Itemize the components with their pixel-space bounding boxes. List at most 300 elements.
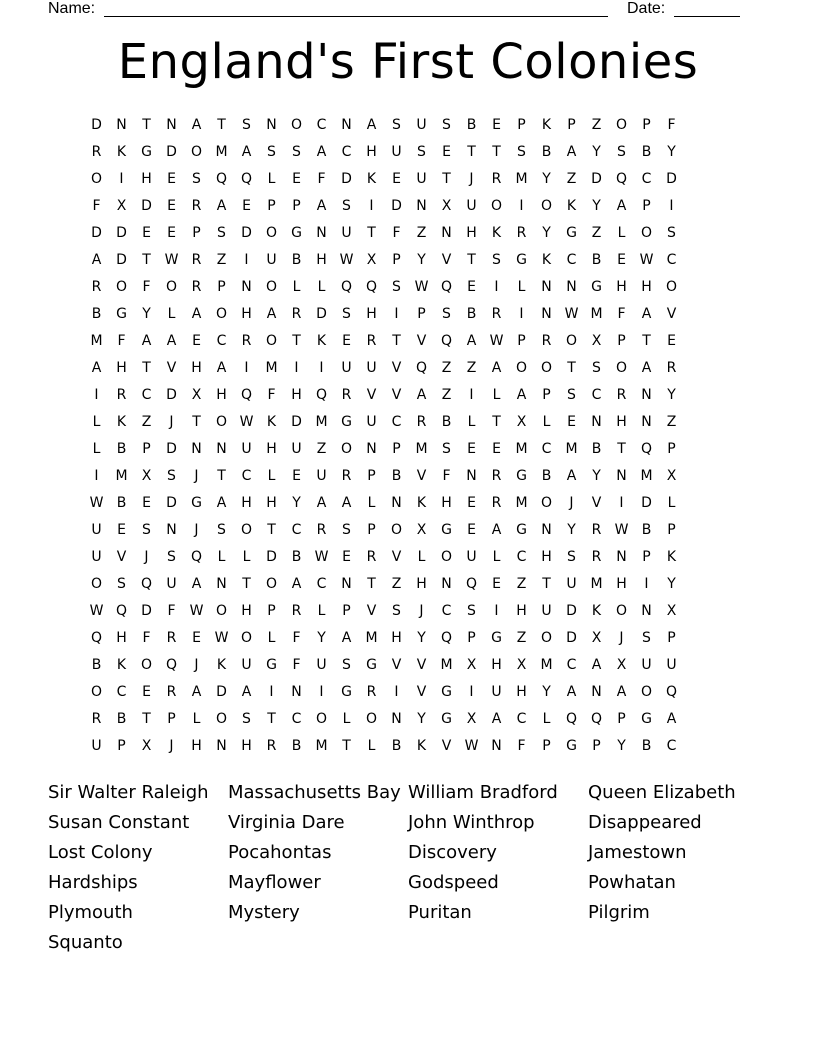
grid-letter[interactable]: L bbox=[292, 279, 301, 295]
grid-letter[interactable]: Q bbox=[590, 711, 603, 727]
grid-letter[interactable]: S bbox=[667, 225, 676, 241]
grid-letter[interactable]: N bbox=[441, 225, 452, 241]
grid-letter[interactable]: N bbox=[166, 522, 177, 538]
grid-letter[interactable]: O bbox=[215, 711, 228, 727]
grid-letter[interactable]: H bbox=[241, 738, 252, 754]
grid-letter[interactable]: V bbox=[366, 603, 377, 619]
grid-letter[interactable]: J bbox=[419, 603, 424, 619]
grid-letter[interactable]: A bbox=[191, 117, 202, 133]
grid-letter[interactable]: E bbox=[167, 225, 176, 241]
grid-letter[interactable]: P bbox=[392, 252, 401, 268]
grid-letter[interactable]: K bbox=[216, 657, 227, 673]
grid-letter[interactable]: C bbox=[316, 576, 327, 592]
grid-letter[interactable]: T bbox=[342, 738, 351, 754]
grid-letter[interactable]: C bbox=[441, 603, 452, 619]
grid-letter[interactable]: D bbox=[341, 171, 352, 187]
grid-letter[interactable]: E bbox=[292, 468, 301, 484]
grid-letter[interactable]: O bbox=[215, 306, 228, 322]
grid-letter[interactable]: O bbox=[540, 198, 553, 214]
grid-letter[interactable]: F bbox=[617, 306, 626, 322]
grid-letter[interactable]: N bbox=[591, 684, 602, 700]
grid-letter[interactable]: A bbox=[616, 198, 627, 214]
grid-letter[interactable]: R bbox=[91, 144, 102, 160]
grid-letter[interactable]: H bbox=[266, 441, 277, 457]
grid-letter[interactable]: W bbox=[339, 252, 354, 268]
grid-letter[interactable]: V bbox=[416, 684, 427, 700]
grid-letter[interactable]: E bbox=[142, 684, 151, 700]
grid-letter[interactable]: H bbox=[366, 144, 377, 160]
grid-letter[interactable]: B bbox=[441, 414, 452, 430]
grid-letter[interactable]: K bbox=[116, 414, 127, 430]
grid-letter[interactable]: L bbox=[267, 630, 276, 646]
grid-letter[interactable]: P bbox=[367, 522, 376, 538]
grid-letter[interactable]: N bbox=[566, 279, 577, 295]
grid-letter[interactable]: Z bbox=[591, 117, 602, 133]
grid-letter[interactable]: H bbox=[641, 279, 652, 295]
grid-letter[interactable]: P bbox=[592, 738, 601, 754]
grid-letter[interactable]: T bbox=[217, 117, 226, 133]
grid-letter[interactable]: O bbox=[115, 279, 128, 295]
grid-letter[interactable]: J bbox=[194, 522, 199, 538]
grid-letter[interactable]: E bbox=[342, 549, 351, 565]
grid-letter[interactable]: K bbox=[666, 549, 677, 565]
grid-letter[interactable]: N bbox=[291, 684, 302, 700]
grid-letter[interactable]: U bbox=[266, 252, 277, 268]
grid-letter[interactable]: N bbox=[541, 522, 552, 538]
grid-letter[interactable]: L bbox=[467, 414, 476, 430]
grid-letter[interactable]: X bbox=[516, 657, 527, 673]
grid-letter[interactable]: W bbox=[314, 549, 329, 565]
grid-letter[interactable]: R bbox=[291, 306, 302, 322]
grid-letter[interactable]: U bbox=[566, 576, 577, 592]
grid-letter[interactable]: B bbox=[541, 144, 552, 160]
grid-letter[interactable]: N bbox=[541, 279, 552, 295]
grid-letter[interactable]: M bbox=[440, 657, 453, 673]
grid-letter[interactable]: M bbox=[515, 171, 528, 187]
grid-letter[interactable]: A bbox=[341, 495, 352, 511]
grid-letter[interactable]: Q bbox=[240, 171, 253, 187]
grid-letter[interactable]: R bbox=[591, 549, 602, 565]
grid-letter[interactable]: D bbox=[666, 171, 677, 187]
grid-letter[interactable]: O bbox=[540, 495, 553, 511]
grid-letter[interactable]: F bbox=[267, 387, 276, 403]
grid-letter[interactable]: R bbox=[491, 468, 502, 484]
grid-letter[interactable]: A bbox=[366, 117, 377, 133]
grid-letter[interactable]: Y bbox=[617, 738, 626, 754]
grid-letter[interactable]: A bbox=[91, 252, 102, 268]
grid-letter[interactable]: F bbox=[142, 279, 151, 295]
grid-letter[interactable]: O bbox=[265, 225, 278, 241]
grid-letter[interactable]: V bbox=[116, 549, 127, 565]
grid-letter[interactable]: D bbox=[391, 198, 402, 214]
grid-letter[interactable]: Q bbox=[415, 360, 428, 376]
grid-letter[interactable]: D bbox=[91, 225, 102, 241]
grid-letter[interactable]: H bbox=[441, 495, 452, 511]
grid-letter[interactable]: Z bbox=[391, 576, 402, 592]
grid-letter[interactable]: F bbox=[317, 171, 326, 187]
grid-letter[interactable]: G bbox=[441, 711, 452, 727]
grid-letter[interactable]: I bbox=[519, 306, 524, 322]
grid-letter[interactable]: S bbox=[567, 549, 576, 565]
grid-letter[interactable]: X bbox=[366, 252, 377, 268]
grid-letter[interactable]: U bbox=[391, 144, 402, 160]
grid-letter[interactable]: J bbox=[619, 630, 624, 646]
grid-letter[interactable]: N bbox=[166, 117, 177, 133]
grid-letter[interactable]: D bbox=[266, 549, 277, 565]
grid-letter[interactable]: P bbox=[267, 198, 276, 214]
grid-letter[interactable]: X bbox=[666, 603, 677, 619]
grid-letter[interactable]: R bbox=[666, 360, 677, 376]
grid-letter[interactable]: F bbox=[117, 333, 126, 349]
grid-letter[interactable]: T bbox=[392, 333, 401, 349]
grid-letter[interactable]: M bbox=[590, 306, 603, 322]
grid-letter[interactable]: J bbox=[569, 495, 574, 511]
grid-letter[interactable]: H bbox=[291, 387, 302, 403]
grid-letter[interactable]: Y bbox=[542, 684, 551, 700]
grid-letter[interactable]: L bbox=[517, 279, 526, 295]
grid-letter[interactable]: U bbox=[366, 414, 377, 430]
grid-letter[interactable]: T bbox=[267, 711, 276, 727]
grid-letter[interactable]: A bbox=[241, 684, 252, 700]
grid-letter[interactable]: F bbox=[292, 657, 301, 673]
grid-letter[interactable]: P bbox=[517, 333, 526, 349]
grid-letter[interactable]: O bbox=[340, 441, 353, 457]
grid-letter[interactable]: I bbox=[294, 360, 299, 376]
grid-letter[interactable]: W bbox=[564, 306, 579, 322]
grid-letter[interactable]: X bbox=[191, 387, 202, 403]
grid-letter[interactable]: E bbox=[492, 441, 501, 457]
grid-letter[interactable]: G bbox=[341, 684, 352, 700]
grid-letter[interactable]: Q bbox=[640, 441, 653, 457]
grid-letter[interactable]: N bbox=[191, 441, 202, 457]
grid-letter[interactable]: Q bbox=[665, 684, 678, 700]
grid-letter[interactable]: R bbox=[591, 522, 602, 538]
grid-letter[interactable]: U bbox=[91, 522, 102, 538]
grid-letter[interactable]: H bbox=[316, 252, 327, 268]
grid-letter[interactable]: P bbox=[267, 603, 276, 619]
grid-letter[interactable]: Y bbox=[667, 387, 676, 403]
grid-letter[interactable]: B bbox=[466, 117, 477, 133]
grid-letter[interactable]: T bbox=[142, 711, 151, 727]
grid-letter[interactable]: M bbox=[515, 495, 528, 511]
grid-letter[interactable]: G bbox=[641, 711, 652, 727]
grid-letter[interactable]: Z bbox=[516, 630, 527, 646]
grid-letter[interactable]: X bbox=[616, 657, 627, 673]
grid-letter[interactable]: Z bbox=[591, 225, 602, 241]
grid-letter[interactable]: L bbox=[92, 441, 101, 457]
grid-letter[interactable]: W bbox=[464, 738, 479, 754]
grid-letter[interactable]: L bbox=[92, 414, 101, 430]
grid-letter[interactable]: D bbox=[141, 198, 152, 214]
grid-letter[interactable]: Q bbox=[615, 171, 628, 187]
grid-letter[interactable]: Z bbox=[466, 360, 477, 376]
grid-letter[interactable]: O bbox=[90, 171, 103, 187]
grid-letter[interactable]: H bbox=[241, 495, 252, 511]
grid-letter[interactable]: G bbox=[291, 225, 302, 241]
grid-letter[interactable]: W bbox=[89, 603, 104, 619]
grid-letter[interactable]: A bbox=[191, 576, 202, 592]
grid-letter[interactable]: U bbox=[316, 468, 327, 484]
grid-letter[interactable]: E bbox=[167, 171, 176, 187]
grid-letter[interactable]: P bbox=[217, 279, 226, 295]
grid-letter[interactable]: O bbox=[490, 198, 503, 214]
grid-letter[interactable]: X bbox=[466, 711, 477, 727]
grid-letter[interactable]: I bbox=[244, 360, 249, 376]
grid-letter[interactable]: C bbox=[241, 468, 252, 484]
grid-letter[interactable]: Q bbox=[165, 657, 178, 673]
grid-letter[interactable]: A bbox=[91, 360, 102, 376]
grid-letter[interactable]: D bbox=[316, 306, 327, 322]
grid-letter[interactable]: H bbox=[416, 576, 427, 592]
grid-letter[interactable]: O bbox=[90, 684, 103, 700]
grid-letter[interactable]: A bbox=[516, 387, 527, 403]
grid-letter[interactable]: A bbox=[566, 684, 577, 700]
grid-letter[interactable]: Y bbox=[542, 225, 551, 241]
grid-letter[interactable]: I bbox=[469, 684, 474, 700]
grid-letter[interactable]: Z bbox=[516, 576, 527, 592]
grid-letter[interactable]: N bbox=[316, 225, 327, 241]
grid-letter[interactable]: C bbox=[391, 414, 402, 430]
grid-letter[interactable]: G bbox=[566, 225, 577, 241]
grid-letter[interactable]: K bbox=[416, 495, 427, 511]
grid-letter[interactable]: O bbox=[90, 576, 103, 592]
grid-letter[interactable]: W bbox=[414, 279, 429, 295]
grid-letter[interactable]: Z bbox=[216, 252, 227, 268]
grid-letter[interactable]: G bbox=[516, 522, 527, 538]
grid-letter[interactable]: R bbox=[416, 414, 427, 430]
grid-letter[interactable]: D bbox=[241, 225, 252, 241]
grid-letter[interactable]: O bbox=[665, 279, 678, 295]
grid-letter[interactable]: O bbox=[565, 333, 578, 349]
grid-letter[interactable]: A bbox=[216, 198, 227, 214]
grid-letter[interactable]: P bbox=[667, 441, 676, 457]
grid-letter[interactable]: T bbox=[142, 360, 151, 376]
grid-letter[interactable]: S bbox=[492, 252, 501, 268]
grid-letter[interactable]: Y bbox=[667, 144, 676, 160]
grid-letter[interactable]: O bbox=[615, 603, 628, 619]
grid-letter[interactable]: B bbox=[391, 738, 402, 754]
grid-letter[interactable]: P bbox=[117, 738, 126, 754]
grid-letter[interactable]: C bbox=[541, 441, 552, 457]
grid-letter[interactable]: X bbox=[116, 198, 127, 214]
grid-letter[interactable]: V bbox=[416, 657, 427, 673]
grid-letter[interactable]: M bbox=[640, 468, 653, 484]
grid-letter[interactable]: A bbox=[491, 711, 502, 727]
grid-letter[interactable]: N bbox=[641, 603, 652, 619]
grid-letter[interactable]: V bbox=[441, 252, 452, 268]
grid-letter[interactable]: Y bbox=[592, 144, 601, 160]
grid-letter[interactable]: I bbox=[669, 198, 674, 214]
grid-letter[interactable]: L bbox=[192, 711, 201, 727]
grid-letter[interactable]: B bbox=[291, 738, 302, 754]
grid-letter[interactable]: B bbox=[116, 711, 127, 727]
grid-letter[interactable]: S bbox=[442, 441, 451, 457]
grid-letter[interactable]: Q bbox=[465, 576, 478, 592]
grid-letter[interactable]: X bbox=[466, 657, 477, 673]
grid-letter[interactable]: L bbox=[242, 549, 251, 565]
grid-letter[interactable]: Q bbox=[315, 387, 328, 403]
grid-letter[interactable]: C bbox=[341, 144, 352, 160]
grid-letter[interactable]: E bbox=[142, 495, 151, 511]
grid-letter[interactable]: U bbox=[291, 441, 302, 457]
grid-letter[interactable]: Q bbox=[115, 603, 128, 619]
grid-letter[interactable]: T bbox=[467, 144, 476, 160]
grid-letter[interactable]: Y bbox=[317, 630, 326, 646]
grid-letter[interactable]: A bbox=[141, 333, 152, 349]
grid-letter[interactable]: Z bbox=[666, 414, 677, 430]
grid-letter[interactable]: O bbox=[240, 630, 253, 646]
grid-letter[interactable]: D bbox=[116, 252, 127, 268]
grid-letter[interactable]: E bbox=[467, 441, 476, 457]
grid-letter[interactable]: A bbox=[591, 657, 602, 673]
grid-letter[interactable]: A bbox=[216, 495, 227, 511]
grid-letter[interactable]: B bbox=[591, 252, 602, 268]
grid-letter[interactable]: R bbox=[341, 468, 352, 484]
grid-letter[interactable]: W bbox=[614, 522, 629, 538]
grid-letter[interactable]: R bbox=[91, 711, 102, 727]
grid-letter[interactable]: A bbox=[266, 306, 277, 322]
grid-letter[interactable]: P bbox=[342, 603, 351, 619]
grid-letter[interactable]: A bbox=[291, 576, 302, 592]
grid-letter[interactable]: P bbox=[292, 198, 301, 214]
grid-letter[interactable]: O bbox=[365, 711, 378, 727]
grid-letter[interactable]: D bbox=[566, 603, 577, 619]
grid-letter[interactable]: E bbox=[492, 117, 501, 133]
grid-letter[interactable]: S bbox=[467, 603, 476, 619]
grid-letter[interactable]: S bbox=[342, 522, 351, 538]
grid-letter[interactable]: M bbox=[315, 414, 328, 430]
grid-letter[interactable]: J bbox=[194, 657, 199, 673]
grid-letter[interactable]: C bbox=[316, 117, 327, 133]
grid-letter[interactable]: G bbox=[516, 468, 527, 484]
grid-letter[interactable]: W bbox=[214, 630, 229, 646]
grid-letter[interactable]: H bbox=[466, 225, 477, 241]
grid-letter[interactable]: R bbox=[366, 549, 377, 565]
grid-letter[interactable]: C bbox=[666, 738, 677, 754]
grid-letter[interactable]: X bbox=[516, 414, 527, 430]
grid-letter[interactable]: H bbox=[391, 630, 402, 646]
grid-letter[interactable]: N bbox=[266, 117, 277, 133]
grid-letter[interactable]: N bbox=[616, 468, 627, 484]
grid-letter[interactable]: K bbox=[566, 198, 577, 214]
grid-letter[interactable]: S bbox=[117, 576, 126, 592]
grid-letter[interactable]: U bbox=[91, 738, 102, 754]
grid-letter[interactable]: S bbox=[392, 279, 401, 295]
grid-letter[interactable]: S bbox=[167, 468, 176, 484]
grid-letter[interactable]: U bbox=[341, 360, 352, 376]
grid-letter[interactable]: D bbox=[566, 630, 577, 646]
grid-letter[interactable]: N bbox=[216, 738, 227, 754]
grid-letter[interactable]: U bbox=[541, 603, 552, 619]
grid-letter[interactable]: N bbox=[216, 441, 227, 457]
grid-letter[interactable]: G bbox=[341, 414, 352, 430]
grid-letter[interactable]: T bbox=[492, 414, 501, 430]
grid-letter[interactable]: U bbox=[491, 684, 502, 700]
grid-letter[interactable]: J bbox=[194, 468, 199, 484]
grid-letter[interactable]: Y bbox=[417, 711, 426, 727]
grid-letter[interactable]: L bbox=[267, 171, 276, 187]
grid-letter[interactable]: K bbox=[541, 117, 552, 133]
grid-letter[interactable]: N bbox=[541, 306, 552, 322]
grid-letter[interactable]: V bbox=[166, 360, 177, 376]
grid-letter[interactable]: B bbox=[116, 495, 127, 511]
grid-letter[interactable]: M bbox=[590, 576, 603, 592]
grid-letter[interactable]: O bbox=[390, 522, 403, 538]
grid-letter[interactable]: I bbox=[269, 684, 274, 700]
grid-letter[interactable]: W bbox=[239, 414, 254, 430]
grid-letter[interactable]: C bbox=[516, 711, 527, 727]
grid-letter[interactable]: P bbox=[567, 117, 576, 133]
grid-letter[interactable]: H bbox=[366, 306, 377, 322]
grid-letter[interactable]: M bbox=[415, 441, 428, 457]
grid-letter[interactable]: E bbox=[467, 522, 476, 538]
grid-letter[interactable]: P bbox=[142, 441, 151, 457]
grid-letter[interactable]: H bbox=[541, 549, 552, 565]
grid-letter[interactable]: Y bbox=[142, 306, 151, 322]
grid-letter[interactable]: I bbox=[319, 684, 324, 700]
grid-letter[interactable]: D bbox=[591, 171, 602, 187]
grid-letter[interactable]: Q bbox=[440, 630, 453, 646]
grid-letter[interactable]: H bbox=[516, 603, 527, 619]
grid-letter[interactable]: R bbox=[266, 738, 277, 754]
grid-letter[interactable]: K bbox=[366, 171, 377, 187]
grid-letter[interactable]: F bbox=[167, 603, 176, 619]
grid-letter[interactable]: Z bbox=[441, 360, 452, 376]
grid-letter[interactable]: I bbox=[494, 279, 499, 295]
grid-letter[interactable]: Y bbox=[592, 198, 601, 214]
grid-letter[interactable]: F bbox=[292, 630, 301, 646]
grid-letter[interactable]: D bbox=[116, 225, 127, 241]
grid-letter[interactable]: M bbox=[515, 441, 528, 457]
grid-letter[interactable]: I bbox=[519, 198, 524, 214]
grid-letter[interactable]: A bbox=[341, 630, 352, 646]
grid-letter[interactable]: A bbox=[666, 711, 677, 727]
grid-letter[interactable]: R bbox=[341, 387, 352, 403]
grid-letter[interactable]: S bbox=[242, 711, 251, 727]
grid-letter[interactable]: I bbox=[244, 252, 249, 268]
grid-letter[interactable]: W bbox=[164, 252, 179, 268]
grid-letter[interactable]: R bbox=[516, 225, 527, 241]
grid-letter[interactable]: P bbox=[667, 630, 676, 646]
grid-letter[interactable]: F bbox=[517, 738, 526, 754]
grid-letter[interactable]: A bbox=[216, 360, 227, 376]
grid-letter[interactable]: V bbox=[366, 387, 377, 403]
grid-letter[interactable]: H bbox=[241, 603, 252, 619]
grid-letter[interactable]: F bbox=[92, 198, 101, 214]
grid-letter[interactable]: D bbox=[166, 144, 177, 160]
grid-letter[interactable]: S bbox=[392, 603, 401, 619]
grid-letter[interactable]: A bbox=[641, 360, 652, 376]
grid-letter[interactable]: M bbox=[365, 630, 378, 646]
grid-letter[interactable]: Z bbox=[441, 387, 452, 403]
grid-letter[interactable]: C bbox=[141, 387, 152, 403]
grid-letter[interactable]: T bbox=[642, 333, 651, 349]
grid-letter[interactable]: B bbox=[591, 441, 602, 457]
grid-letter[interactable]: W bbox=[89, 495, 104, 511]
grid-letter[interactable]: R bbox=[491, 306, 502, 322]
grid-letter[interactable]: P bbox=[617, 711, 626, 727]
grid-letter[interactable]: T bbox=[492, 144, 501, 160]
grid-letter[interactable]: C bbox=[566, 252, 577, 268]
grid-letter[interactable]: G bbox=[441, 522, 452, 538]
grid-letter[interactable]: K bbox=[266, 414, 277, 430]
grid-letter[interactable]: J bbox=[169, 738, 174, 754]
grid-letter[interactable]: X bbox=[591, 630, 602, 646]
grid-letter[interactable]: E bbox=[292, 171, 301, 187]
grid-letter[interactable]: J bbox=[144, 549, 149, 565]
grid-letter[interactable]: A bbox=[316, 144, 327, 160]
grid-letter[interactable]: U bbox=[466, 549, 477, 565]
